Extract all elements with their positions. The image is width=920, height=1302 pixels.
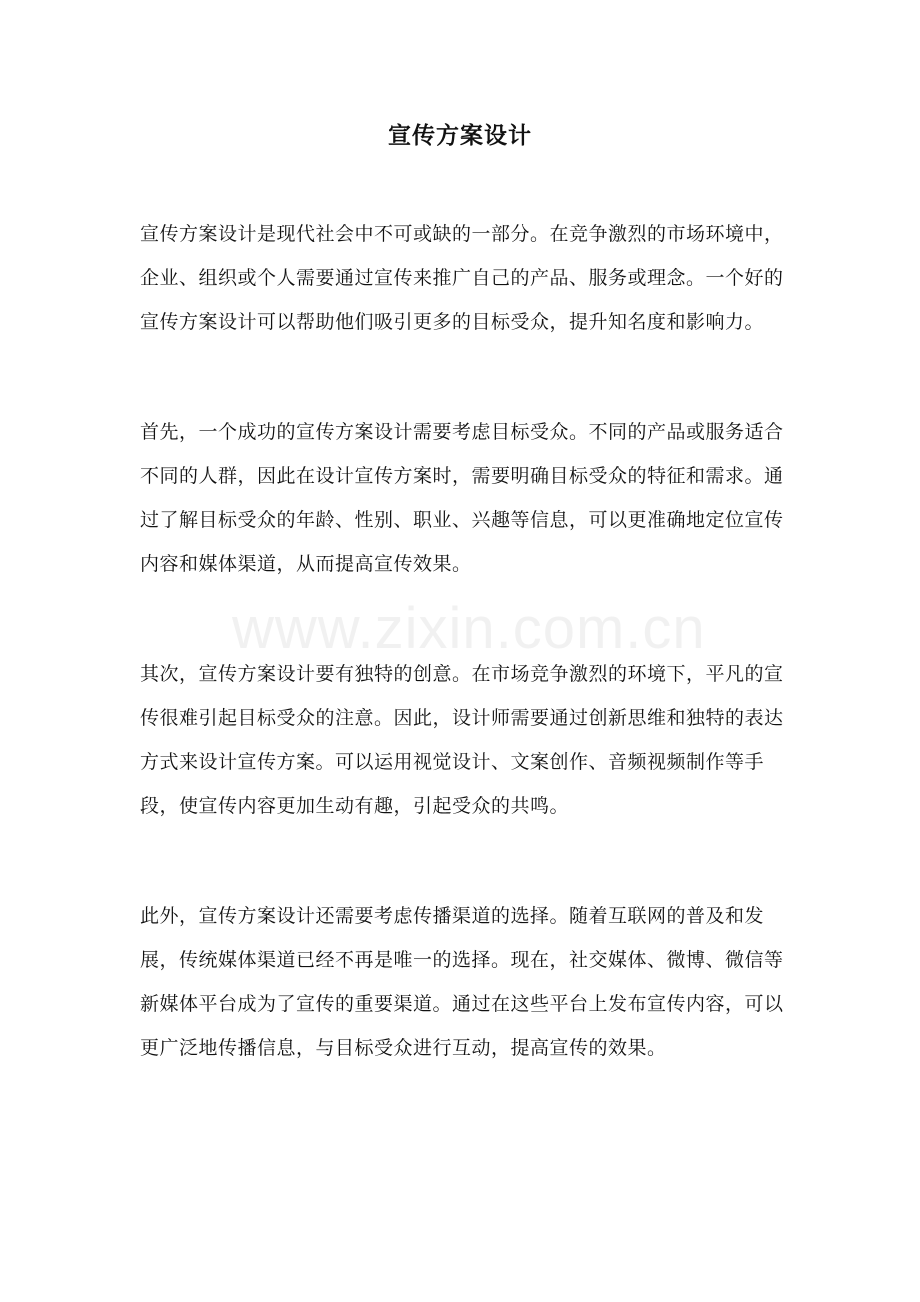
watermark: www.zixin.com.cn [232,596,706,661]
paragraph-4: 此外，宣传方案设计还需要考虑传播渠道的选择。随着互联网的普及和发展，传统媒体渠道已经不再是唯一的选择。现在，社交媒体、微博、微信等新媒体平台成为了宣传的重要渠道。通过在这些平台上发布宣传内容，可以更广泛地传播信息，与目标受众进行互动，提高宣传的效果。 [140,905,784,1059]
document-body [140,212,800,1070]
document-title: 宣传方案设计 [388,122,532,149]
paragraph-3: 其次，宣传方案设计要有独特的创意。在市场竞争激烈的环境下，平凡的宣传很难引起目标受众的注意。因此，设计师需要通过创新思维和独特的表达方式来设计宣传方案。可以运用视觉设计、文案创作、音频视频制作等手段，使宣传内容更加生动有趣，引起受众的共鸣。 [140,663,784,817]
paragraph-2: 首先，一个成功的宣传方案设计需要考虑目标受众。不同的产品或服务适合不同的人群，因此在设计宣传方案时，需要明确目标受众的特征和需求。通过了解目标受众的年龄、性别、职业、兴趣等信息，可以更准确地定位宣传内容和媒体渠道，从而提高宣传效果。 [140,421,784,575]
paragraph-1: 宣传方案设计是现代社会中不可或缺的一部分。在竞争激烈的市场环境中，企业、组织或个人需要通过宣传来推广自己的产品、服务或理念。一个好的宣传方案设计可以帮助他们吸引更多的目标受众，提升知名度和影响力。 [140,223,784,333]
